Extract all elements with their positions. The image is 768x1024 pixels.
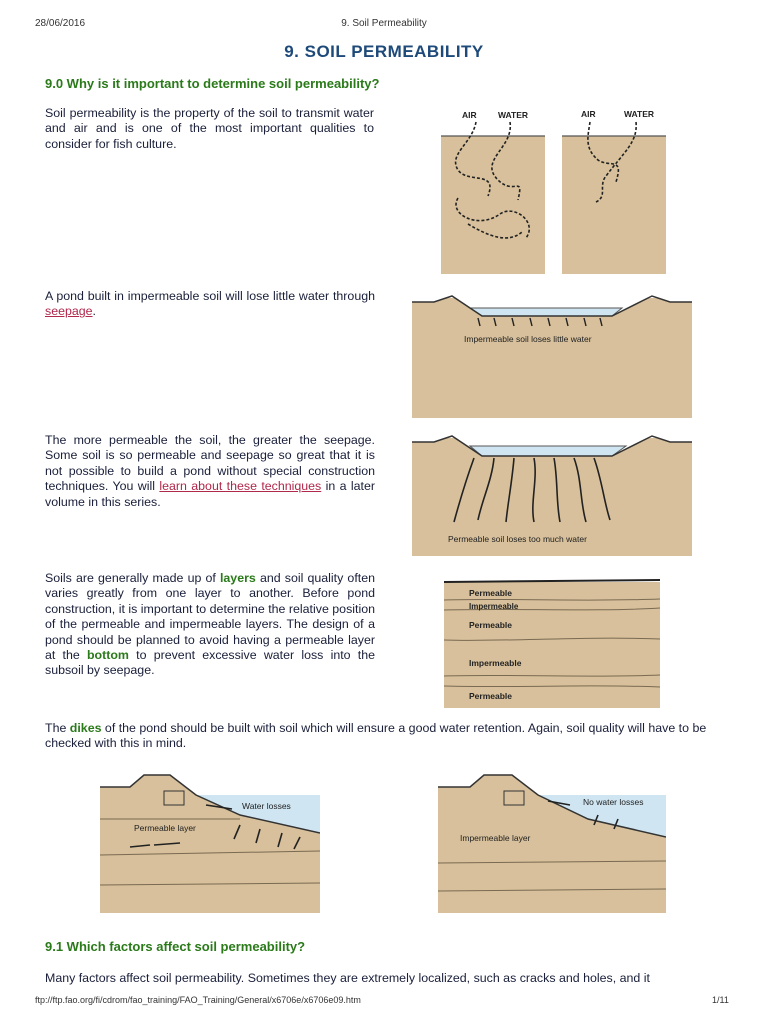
header-date: 28/06/2016 [35,18,86,29]
paragraph-permeable-seepage-end: in a later volume in this series. [45,479,375,509]
bottom-term: bottom [86,648,129,663]
dike-impermeable-figure [438,765,666,913]
air-water-figure [438,104,696,276]
layer-label-2: Impermeable [469,602,519,611]
water-label-left: WATER [498,110,529,120]
paragraph-dikes-text-1: The [45,721,70,735]
impermeable-layer-label: Impermeable layer [460,833,531,843]
water-label-right: WATER [624,109,655,119]
paragraph-factors: Many factors affect soil permeability. Sometimes they are extremely localized, such as cracks and holes, and it [45,971,650,985]
paragraph-soil-layers [45,571,375,679]
paragraph-permeable-seepage-text: The more permeable the soil, the greater the seepage. Some soil is so permeable and seepage so great that it is not possible to build a pond without special construction techniques. You will [45,433,375,494]
footer-url: ftp://ftp.fao.org/fi/cdrom/fao_training/FAO_Training/General/x6706e/x6706e09.htm [35,995,361,1005]
permeable-caption: Permeable soil loses too much water [448,534,587,544]
section-heading-9-1: 9.1 Which factors affect soil permeability? [45,939,306,954]
techniques-link[interactable]: learn about these techniques [159,479,322,494]
header-doc-title: 9. Soil Permeability [341,18,427,29]
layer-label-3: Permeable [469,620,512,630]
paragraph-impermeable-pond-end: . [92,304,96,319]
layer-label-1: Permeable [469,588,512,598]
seepage-link[interactable]: seepage [45,304,93,319]
paragraph-permeable-seepage [45,433,375,510]
no-water-losses-label: No water losses [583,797,644,807]
impermeable-caption: Impermeable soil loses little water [464,334,592,344]
air-label-left: AIR [462,110,477,120]
permeable-layer-label: Permeable layer [134,823,196,833]
layer-label-4: Impermeable [469,658,522,668]
paragraph-soil-layers-text-3: to prevent excessive water loss into the subsoil by seepage. [45,648,375,678]
paragraph-soil-layers-text-2: and soil quality often varies greatly from one layer to another. Before pond construction, it is important to determine the relative position of the permeable and impermeable layers. The design of a pond should be planned to avoid having a permeable layer at the [45,571,375,663]
water-losses-label: Water losses [242,801,291,811]
paragraph-impermeable-pond-text: A pond built in impermeable soil will lose little water through [45,289,375,303]
soil-layers-figure [444,572,660,708]
layer-label-5: Permeable [469,691,512,701]
layers-term: layers [219,571,256,585]
permeable-pond-figure [412,430,692,556]
impermeable-pond-figure [412,290,692,418]
paragraph-permeability-definition: Soil permeability is the property of the soil to transmit water and air and is one of the most important qualities to consider for fish culture. [45,106,374,151]
soil-block-right [562,136,666,274]
page-title: 9. SOIL PERMEABILITY [284,42,484,61]
paragraph-dikes [45,721,745,752]
dikes-term: dikes [69,721,102,735]
section-heading-9-0: 9.0 Why is it important to determine soil permeability? [45,76,380,91]
paragraph-dikes-text-2: of the pond should be built with soil which will ensure a good water retention. Again, soil quality will have to be checked with this in mind. [45,721,707,751]
dike-permeable-figure [100,765,320,913]
paragraph-impermeable-pond [45,289,375,320]
air-label-right: AIR [581,109,596,119]
footer-page-number: 1/11 [712,995,729,1005]
paragraph-soil-layers-text-1: Soils are generally made up of [45,571,220,585]
